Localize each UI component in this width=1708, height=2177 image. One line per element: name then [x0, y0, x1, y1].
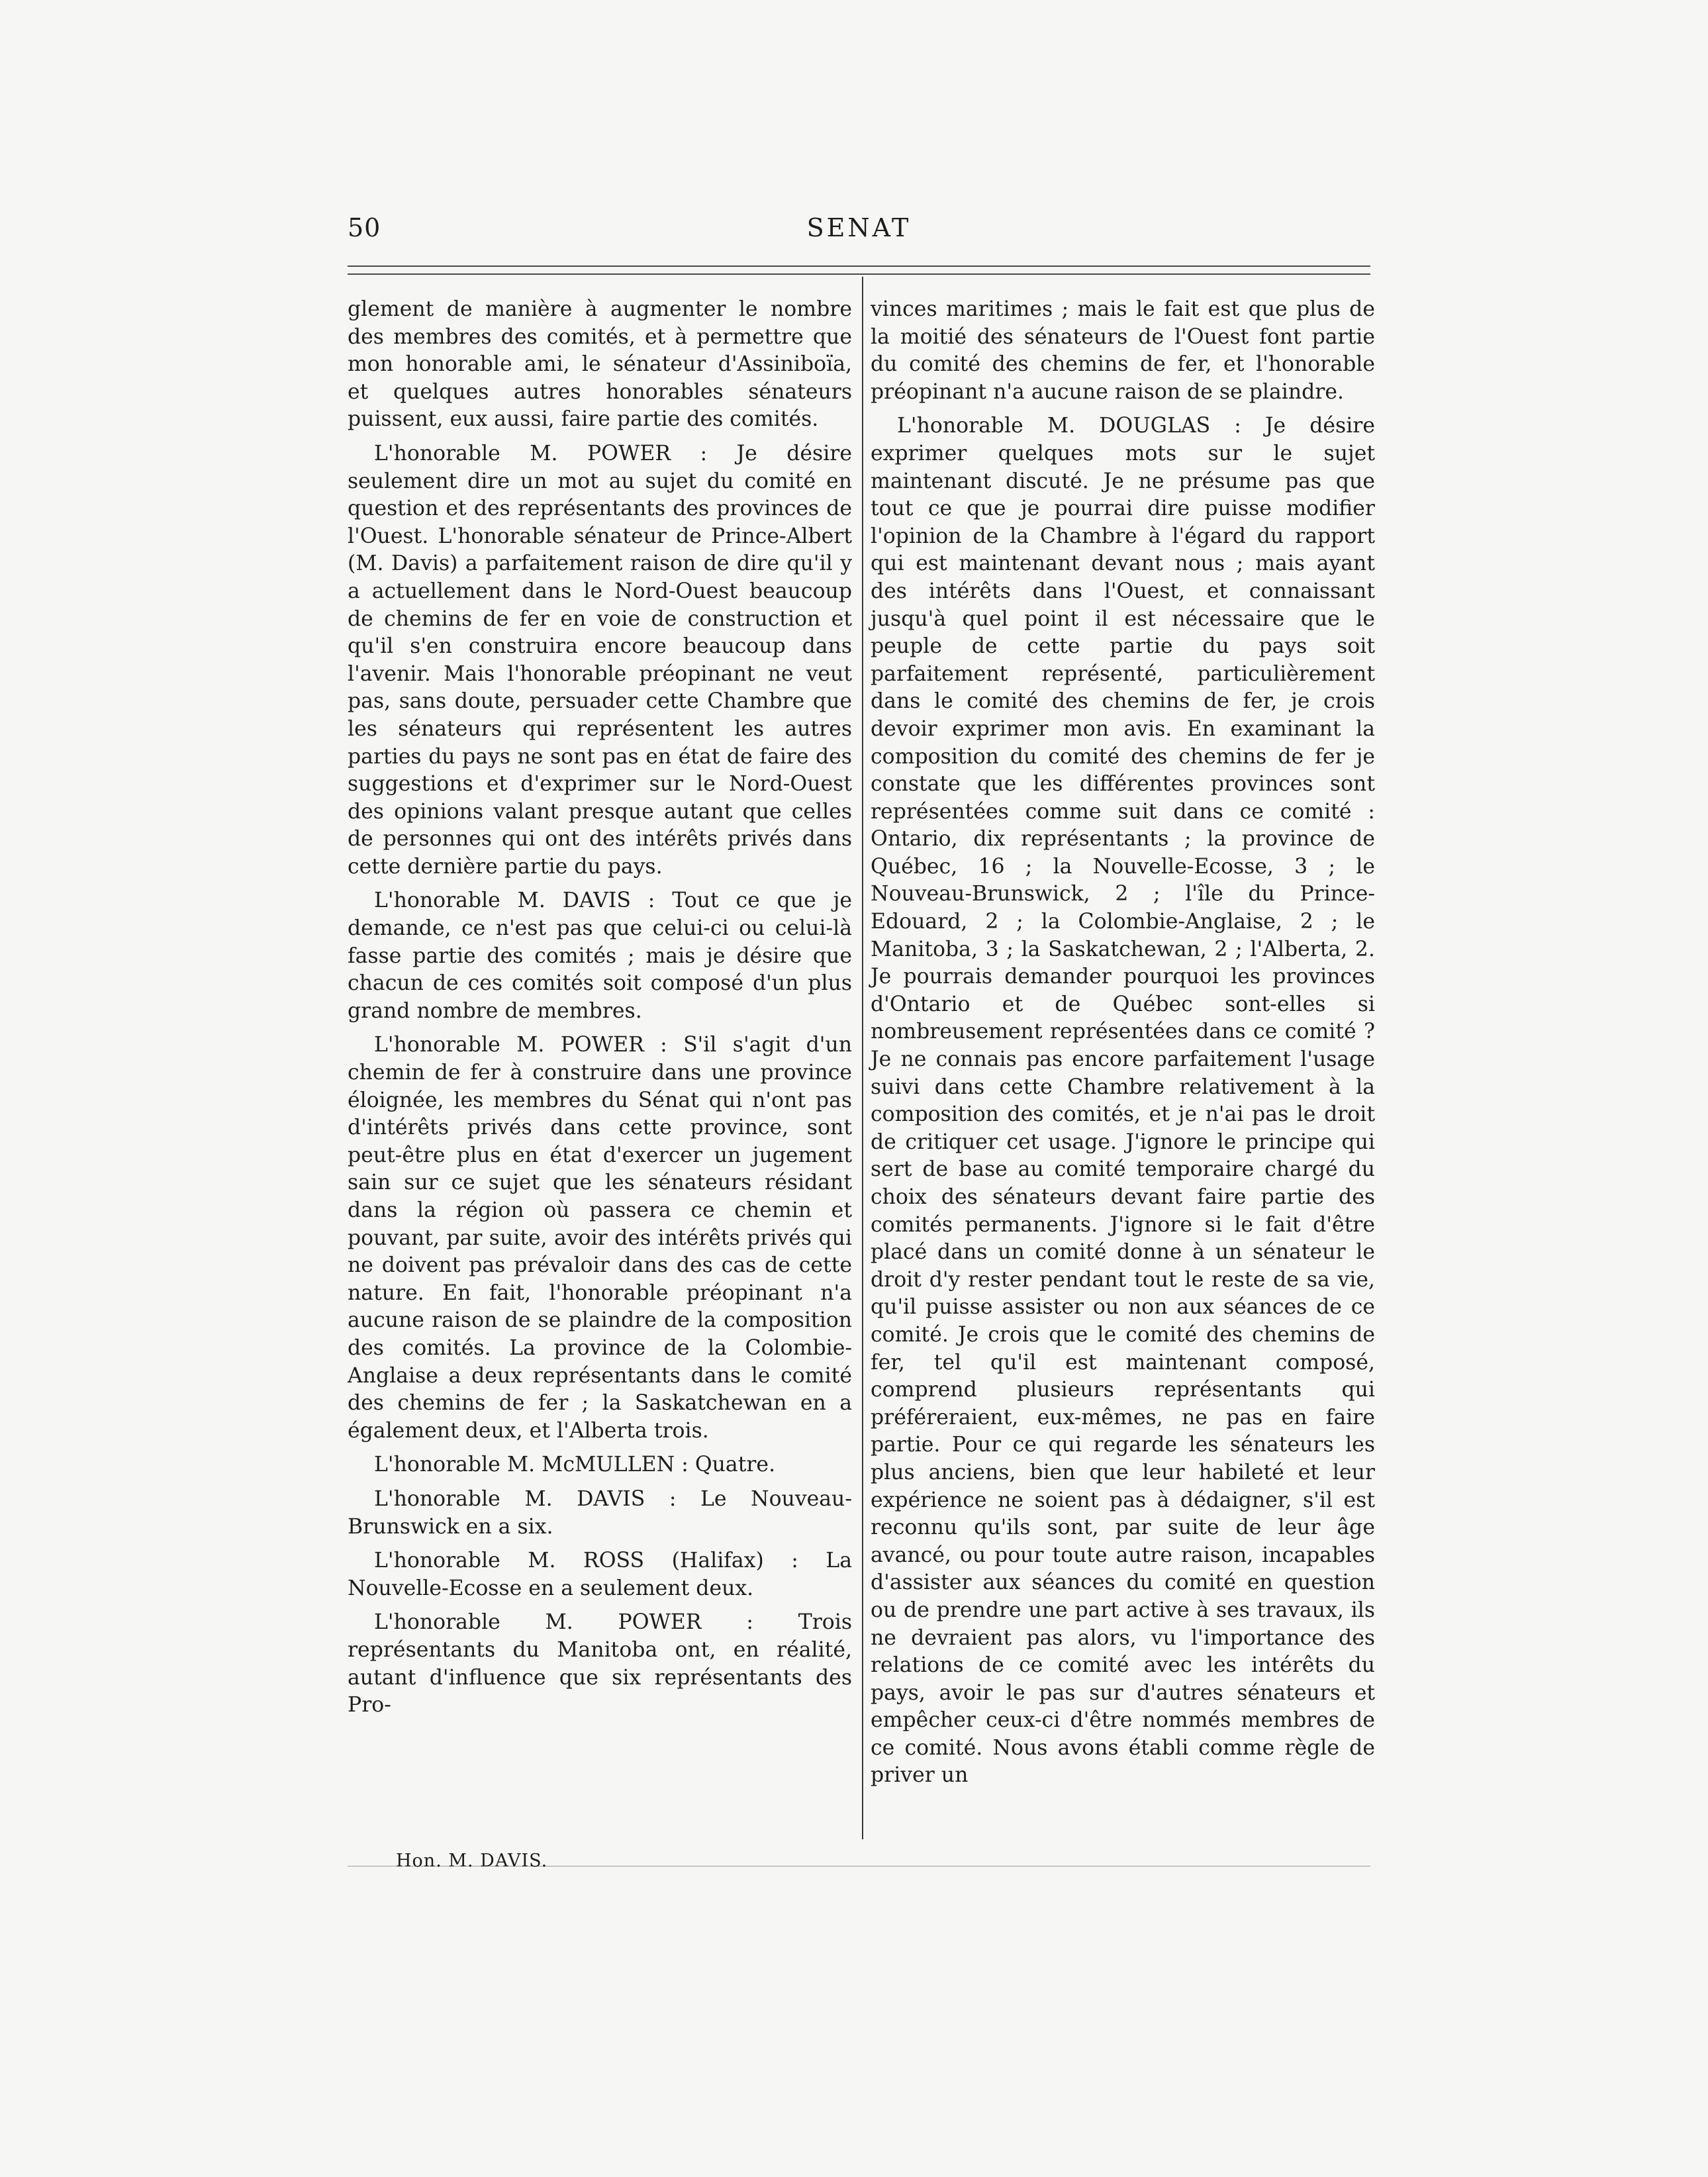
paragraph: glement de manière à augmenter le nombre des membres des comités, et à permettre que mon honorable ami, le sénateur d'Assiniboïa, et quelques autres honorables sénateurs puissent, eux aussi, faire partie des comités.: [348, 297, 852, 432]
running-title: SENAT: [806, 213, 912, 242]
right-column: [871, 296, 1375, 1796]
header-rule-bottom: [348, 273, 1370, 275]
paragraph: L'honorable M. ROSS (Halifax) : La Nouvelle-Ecosse en a seulement deux.: [348, 1549, 852, 1600]
paragraph: L'honorable M. McMULLEN : Quatre.: [374, 1453, 776, 1477]
page-footer: Hon. M. DAVIS.: [396, 1851, 548, 1871]
paragraph: L'honorable M. DAVIS : Le Nouveau-Brunswick en a six.: [348, 1486, 852, 1539]
paragraph: L'honorable M. DOUGLAS : Je désire exprimer quelques mots sur le sujet maintenant discuté. Je ne présume pas que tout ce que je pourrai dire puisse modifier l'opinion de la Chambre à l'égard du rapport qui est maintenant devant nous ; mais ayant des intérêts dans l'Ouest, et connaissant jusqu'à quel point il est nécessaire que le peuple de cette partie du pays soit parfaitement représenté, particulièrement dans le comité des chemins de fer, je crois devoir exprimer mon avis. En examinant la composition du comité des chemins de fer je constate que les différentes provinces sont représentées comme suit dans ce comité : Ontario, dix représentants ; la province de Québec, 16 ; la Nouvelle-Ecosse, 3 ; le Nouveau-Brunswick, 2 ; l'île du Prince-Edouard, 2 ; la Colombie-Anglaise, 2 ; le Manitoba, 3 ; la Saskatchewan, 2 ; l'Alberta, 2. Je pourrais demander pourquoi les provinces d'Ontario et de Québec sont-elles si nombreusement représentées dans ce comité ? Je ne connais pas encore parfaitement l'usage suivi dans cette Chambre relativement à la composition des comités, et je n'ai pas le droit de critiquer cet usage. J'ignore le principe qui sert de base au comité temporaire chargé du choix des sénateurs devant faire partie des comités permanents. J'ignore si le fait d'être placé dans un comité donne à un sénateur le droit d'y rester pendant tout le reste de sa vie, qu'il puisse assister ou non aux séances de ce comité. Je crois que le comité des chemins de fer, tel qu'il est maintenant composé, comprend plusieurs représentants qui préféreraient, eux-mêmes, ne pas en faire partie. Pour ce qui regarde les sénateurs les plus anciens, bien que leur habileté et leur expérience ne soient pas à dédaigner, s'il est reconnu qu'ils sont, par suite de leur âge avancé, ou pour toute autre raison, incapables d'assister aux séances du comité en question ou de prendre une part active à ses travaux, ils ne devraient pas alors, vu l'importance des relations de ce comité avec les intérêts du pays, avoir le pas sur d'autres sénateurs et empêcher ceux-ci d'être nommés membres de ce comité. Nous avons établi comme règle de priver un: [871, 414, 1375, 1788]
paragraph: L'honorable M. POWER : Je désire seulement dire un mot au sujet du comité en question et des représentants des provinces de l'Ouest. L'honorable sénateur de Prince-Albert (M. Davis) a parfaitement raison de dire qu'il y a actuellement dans le Nord-Ouest beaucoup de chemins de fer en voie de construction et qu'il s'en construira encore beaucoup dans l'avenir. Mais l'honorable préopinant ne veut pas, sans doute, persuader cette Chambre que les sénateurs qui représentent les autres parties du pays ne sont pas en état de faire des suggestions et d'exprimer sur le Nord-Ouest des opinions valant presque autant que celles de personnes qui ont des intérêts privés dans cette dernière partie du pays.: [348, 441, 852, 879]
left-column: [348, 296, 852, 1726]
header-rule-top: [348, 266, 1370, 267]
page-header: [348, 213, 1370, 246]
column-divider: [862, 277, 863, 1839]
paragraph: L'honorable M. POWER : S'il s'agit d'un chemin de fer à construire dans une province éloignée, les membres du Sénat qui n'ont pas d'intérêts privés dans cette province, sont peut-être plus en état d'exercer un jugement sain sur ce sujet que les sénateurs résidant dans la région où passera ce chemin et pouvant, par suite, avoir des intérêts privés qui ne doivent pas prévaloir dans des cas de cette nature. En fait, l'honorable préopinant n'a aucune raison de se plaindre de la composition des comités. La province de la Colombie-Anglaise a deux représentants dans le comité des chemins de fer ; la Saskatchewan en a également deux, et l'Alberta trois.: [348, 1033, 852, 1443]
paragraph: L'honorable M. POWER : Trois représentants du Manitoba ont, en réalité, autant d'influence que six représentants des Pro-: [348, 1610, 852, 1717]
paragraph: L'honorable M. DAVIS : Tout ce que je demande, ce n'est pas que celui-ci ou celui-là fasse partie des comités ; mais je désire que chacun de ces comités soit composé d'un plus grand nombre de membres.: [348, 889, 852, 1023]
page-number: 50: [348, 213, 381, 242]
paragraph: vinces maritimes ; mais le fait est que plus de la moitié des sénateurs de l'Ouest font partie du comité des chemins de fer, et l'honorable préopinant n'a aucune raison de se plaindre.: [871, 297, 1375, 404]
